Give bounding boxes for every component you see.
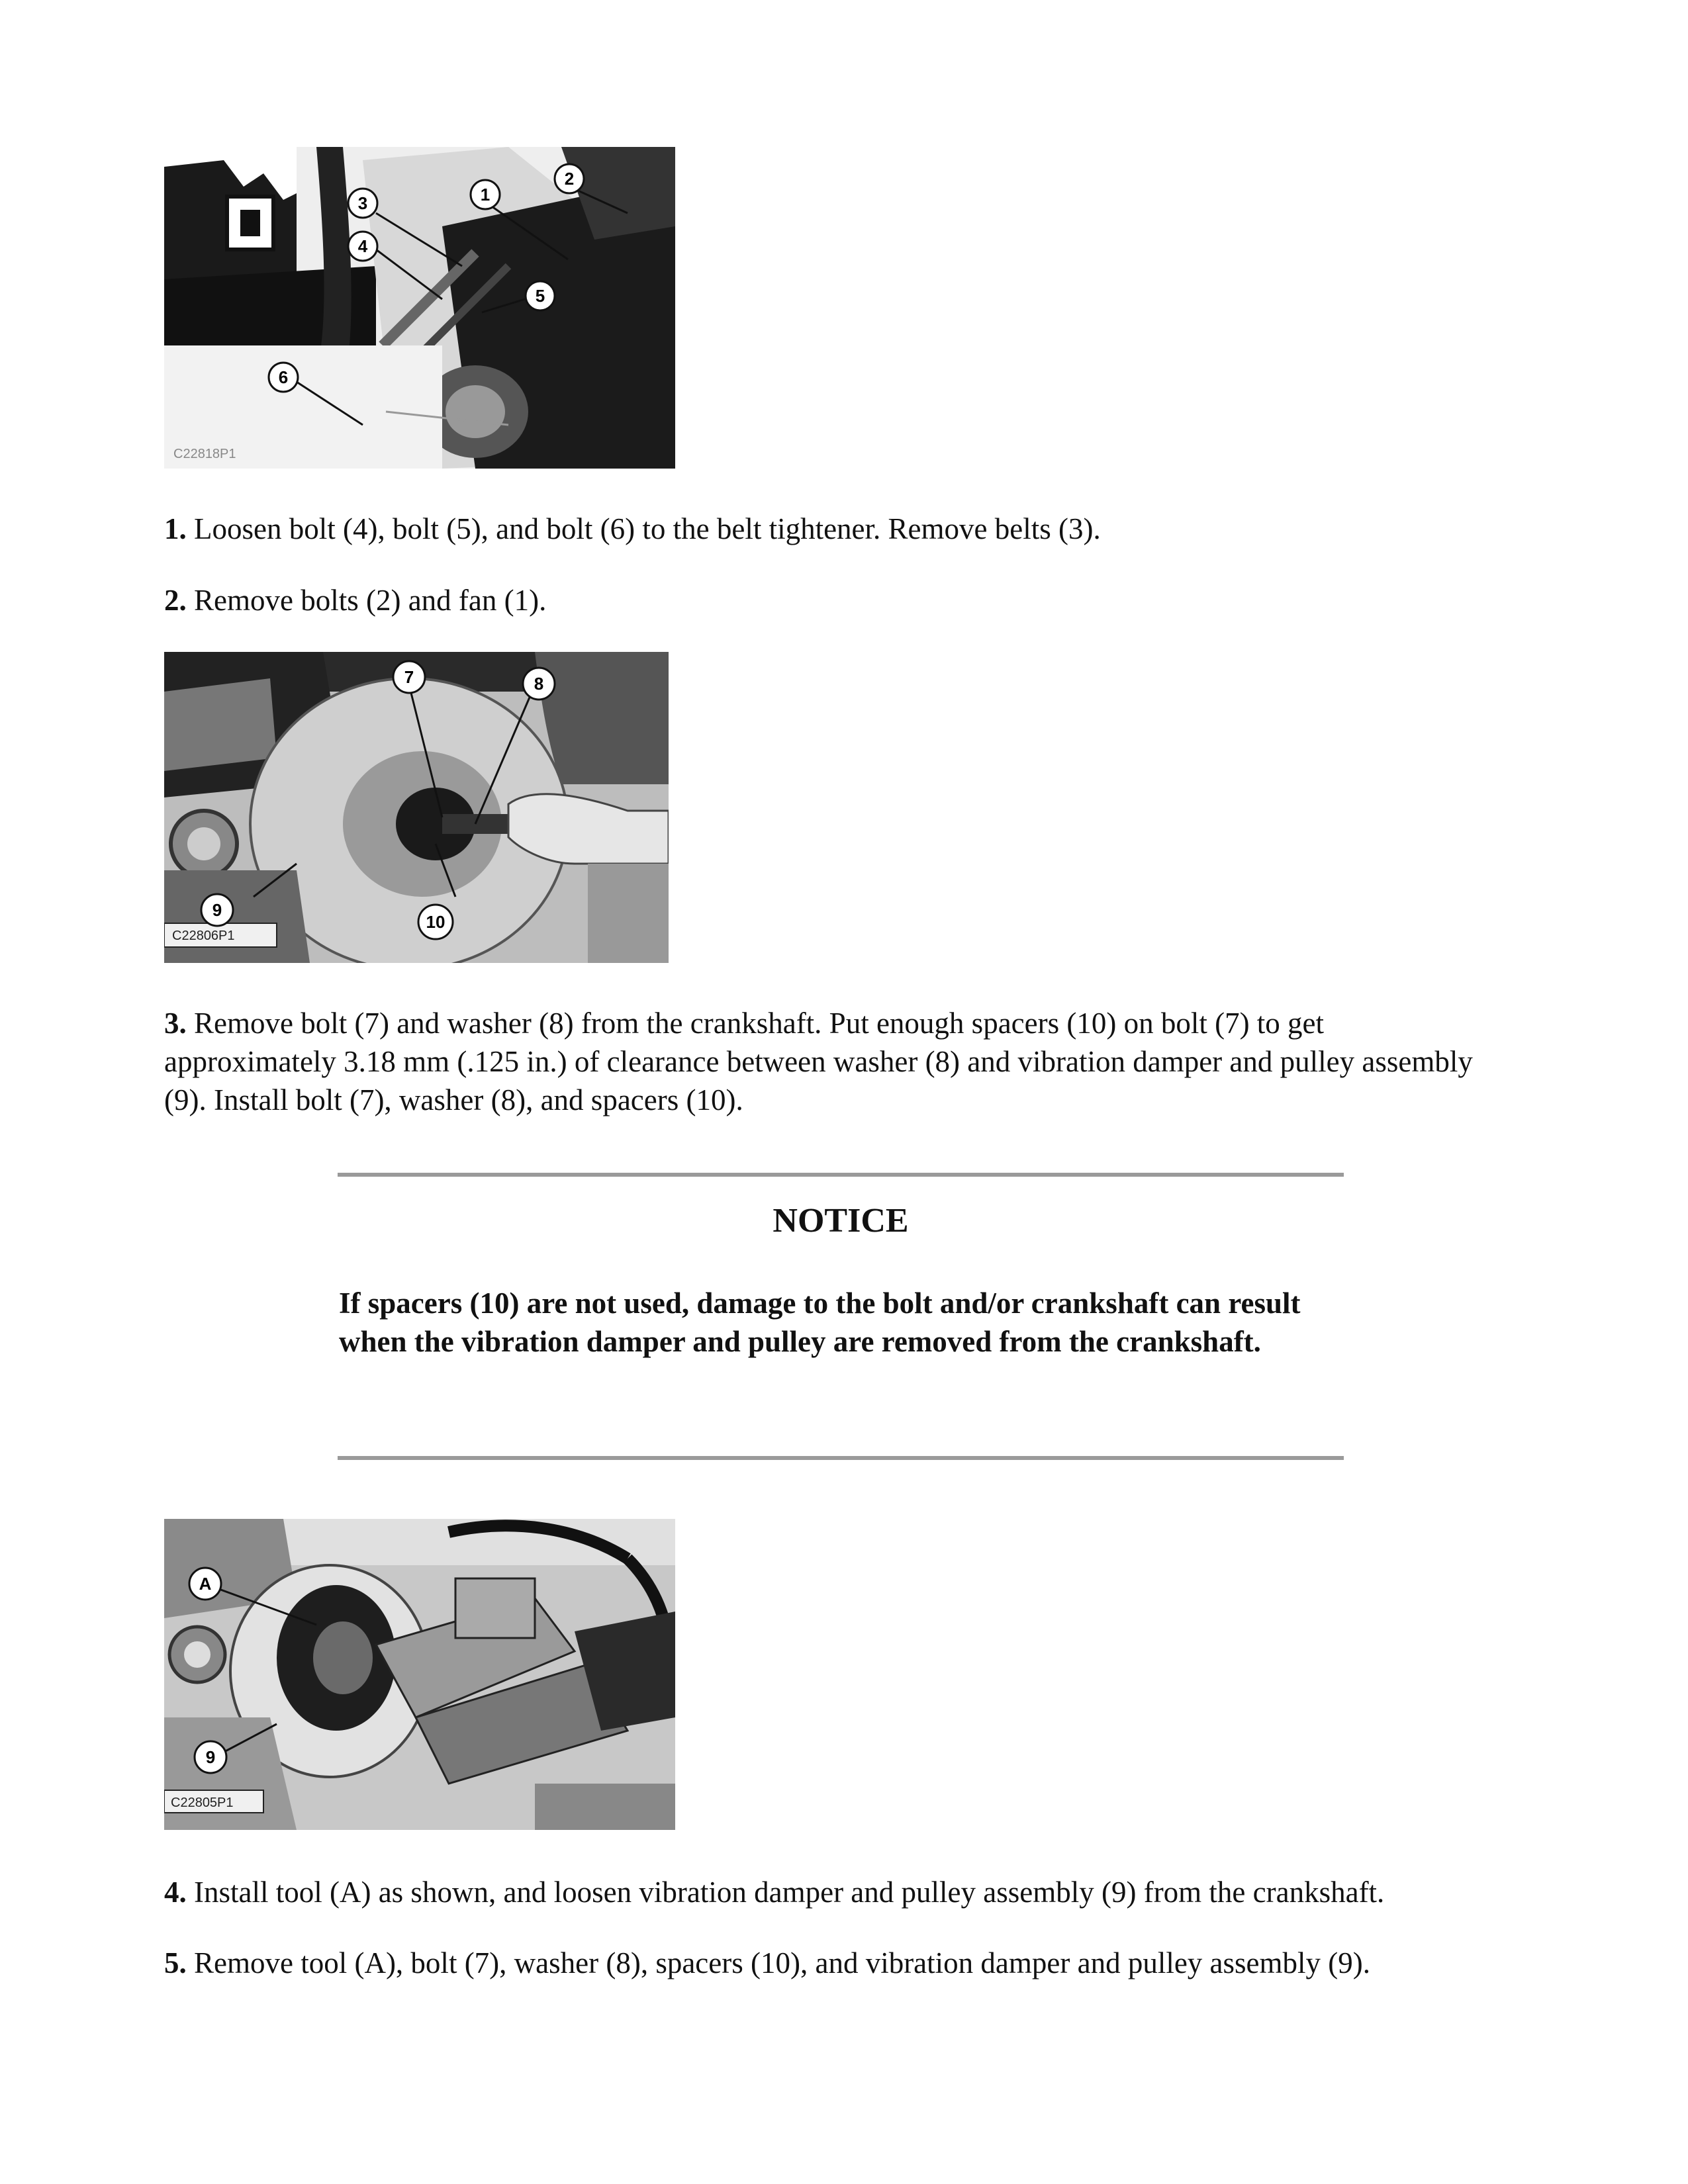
step-number: 4. [164, 1876, 187, 1909]
figure-code: C22805P1 [171, 1796, 234, 1810]
fan-belts-illustration [164, 147, 675, 469]
step-5 [164, 1944, 1370, 1982]
callout-1: 1 [480, 185, 491, 205]
step-text: Loosen bolt (4), bolt (5), and bolt (6) to the belt tightener. Remove belts (3). [186, 512, 1101, 545]
callout-3: 3 [357, 193, 368, 213]
step-text: Remove bolts (2) and fan (1). [186, 584, 547, 617]
step-text: Install tool (A) as shown, and loosen vibration damper and pulley assembly (9) from the crankshaft. [186, 1876, 1385, 1909]
figure-puller-tool-photo [164, 1519, 675, 1830]
step-number: 5. [164, 1946, 187, 1979]
step-number: 1. [164, 512, 187, 545]
callout-10: 10 [426, 912, 445, 932]
callout-5: 5 [535, 286, 545, 306]
step-2 [164, 581, 546, 619]
figure-fan-belts-photo [164, 147, 675, 469]
callout-4: 4 [357, 236, 368, 256]
step-number: 3. [164, 1007, 187, 1040]
callout-7: 7 [404, 667, 414, 687]
callout-2: 2 [564, 169, 575, 189]
step-1 [164, 510, 1101, 548]
callout-6: 6 [278, 367, 289, 387]
callout-9: 9 [212, 900, 222, 920]
step-3 [164, 1004, 1481, 1119]
crankshaft-bolt-illustration [164, 652, 669, 963]
notice-body: If spacers (10) are not used, damage to the bolt and/or crankshaft can result when the vibration damper and pulley are removed from the crankshaft. [339, 1287, 1301, 1358]
notice-bottom-rule [338, 1456, 1344, 1460]
puller-tool-illustration [164, 1519, 675, 1830]
figure-crankshaft-bolt-photo [164, 652, 669, 963]
step-number: 2. [164, 584, 187, 617]
callout-a: A [199, 1574, 212, 1594]
figure-code: C22806P1 [172, 929, 235, 943]
notice-title: NOTICE [773, 1202, 909, 1240]
callout-8: 8 [534, 674, 544, 694]
step-4 [164, 1873, 1384, 1911]
step-text: Remove bolt (7) and washer (8) from the crankshaft. Put enough spacers (10) on bolt (7) to get approximately 3.18 mm (.125 in.) of clearance between washer (8) and vibration damper and pulley assembly (9). Install bolt (7), washer (8), and spacers (10). [164, 1007, 1473, 1116]
figure-code: C22818P1 [173, 447, 236, 461]
callout-9: 9 [205, 1747, 216, 1767]
step-text: Remove tool (A), bolt (7), washer (8), spacers (10), and vibration damper and pulley assembly (9). [186, 1946, 1370, 1979]
notice-top-rule [338, 1173, 1344, 1177]
